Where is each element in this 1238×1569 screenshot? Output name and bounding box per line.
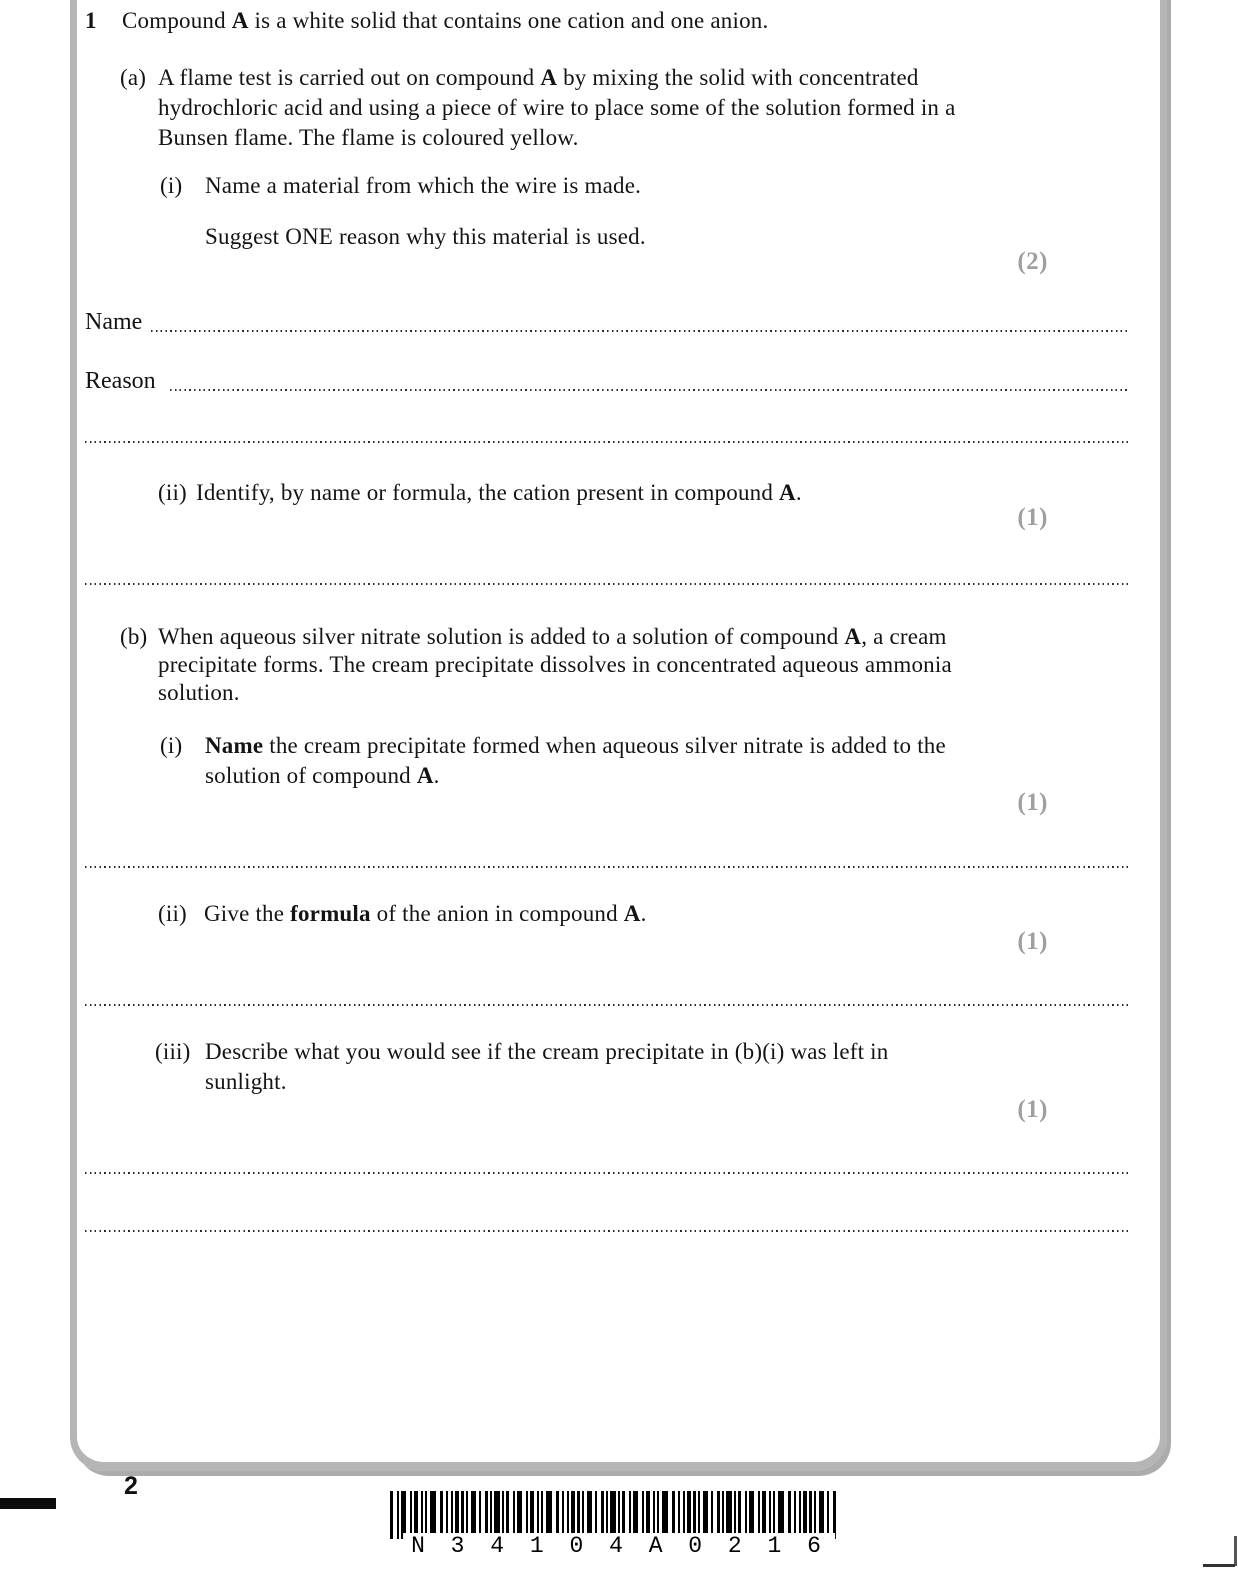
corner-registration-mark-vertical [1234,1536,1237,1566]
barcode-bars [390,1491,848,1539]
part-b-i-label: (i) [160,733,183,758]
part-b-ii-question: Give the formula of the anion in compound A. [204,901,647,926]
part-b-label: (b) [120,624,148,649]
part-b-i [160,731,1040,791]
part-a-ii-label: (ii) [158,480,187,505]
reason-answer-label: Reason [85,368,156,394]
marks-a-ii: (1) [1017,504,1048,531]
part-b-iii-label: (iii) [155,1039,191,1064]
page-number: 2 [124,1472,138,1500]
marks-b-ii: (1) [1017,928,1048,955]
part-b-line-2: precipitate forms. The cream precipitate dissolves in concentrated aqueous ammonia [158,652,952,677]
answer-line [85,583,1130,585]
part-b-i-question-line-2: solution of compound A. [205,763,440,788]
part-a-ii-question: Identify, by name or formula, the cation present in compound A. [196,480,802,505]
answer-line [85,1004,1130,1006]
reason-answer-line [170,389,1130,391]
part-a-i [160,171,1040,201]
part-a-line-3: Bunsen flame. The flame is coloured yellow. [158,125,579,150]
corner-registration-mark-horizontal [1203,1564,1235,1567]
answer-line [85,1172,1130,1174]
barcode [390,1491,848,1559]
part-b-line-3: solution. [158,680,240,705]
part-b-line-1: When aqueous silver nitrate solution is added to a solution of compound A, a cream [158,624,947,649]
part-a-i-label: (i) [160,173,183,198]
binding-mark [0,1498,56,1509]
marks-b-i: (1) [1017,789,1048,816]
question-number: 1 [85,8,97,33]
answer-line [85,866,1130,868]
part-b-ii-label: (ii) [158,901,187,926]
answer-line [85,1230,1130,1232]
part-b-iii [155,1037,1055,1097]
part-a-i-question: Name a material from which the wire is made. [205,173,642,198]
part-a-line-1: A flame test is carried out on compound A by mixing the solid with concentrated [158,65,919,90]
marks-a-i: (2) [1017,248,1048,275]
part-a [120,63,1040,153]
part-b [120,623,1040,707]
barcode-label: N 3 4 1 0 4 A 0 2 1 6 [403,1533,835,1559]
name-answer-label: Name [85,309,143,335]
part-a-i-question-2: Suggest ONE reason why this material is used. [205,224,646,249]
part-b-ii [158,899,1058,929]
part-b-iii-question-line-2: sunlight. [205,1069,287,1094]
part-a-line-2: hydrochloric acid and using a piece of wire to place some of the solution formed in a [158,95,956,120]
part-b-iii-question-line-1: Describe what you would see if the cream precipitate in (b)(i) was left in [205,1039,889,1064]
part-a-label: (a) [120,65,147,90]
answer-line [85,441,1130,443]
marks-b-iii: (1) [1017,1096,1048,1123]
part-a-ii [158,478,1058,508]
name-answer-line [151,330,1130,332]
part-b-i-question-line-1: Name the cream precipitate formed when aqueous silver nitrate is added to the [205,733,946,758]
question-intro: Compound A is a white solid that contains one cation and one anion. [122,8,769,33]
